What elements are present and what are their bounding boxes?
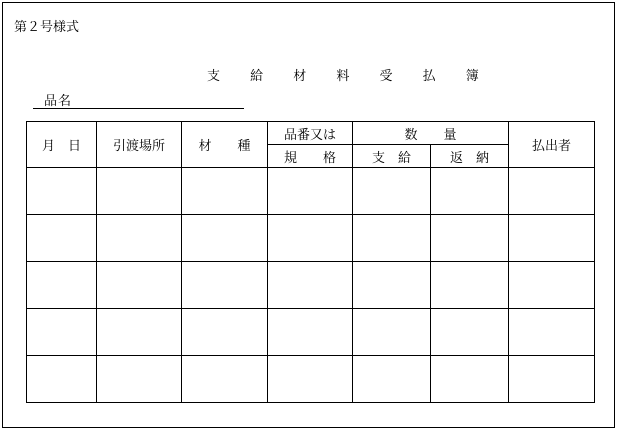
table-cell[interactable] (182, 262, 268, 309)
table-cell[interactable] (431, 168, 509, 215)
item-name-label: 品名 (44, 94, 73, 109)
table-cell[interactable] (431, 215, 509, 262)
header-part-no: 品番又は (268, 122, 353, 145)
table-cell[interactable] (27, 168, 97, 215)
table-cell[interactable] (268, 168, 353, 215)
table-cell[interactable] (431, 309, 509, 356)
header-month-day: 月 日 (27, 122, 97, 168)
table-row (27, 262, 595, 309)
table-cell[interactable] (97, 356, 182, 403)
item-name-field[interactable] (33, 108, 244, 109)
table-row (27, 168, 595, 215)
table-cell[interactable] (509, 356, 595, 403)
table-cell[interactable] (97, 262, 182, 309)
table-cell[interactable] (509, 215, 595, 262)
table-cell[interactable] (509, 309, 595, 356)
table-row (27, 215, 595, 262)
table-cell[interactable] (268, 215, 353, 262)
ledger-body (27, 122, 595, 403)
form-title: 支 給 材 料 受 払 簿 (207, 69, 492, 84)
header-material-type: 材 種 (182, 122, 268, 168)
table-row (27, 309, 595, 356)
table-cell[interactable] (27, 356, 97, 403)
table-cell[interactable] (353, 309, 431, 356)
header-delivery-place: 引渡場所 (97, 122, 182, 168)
table-cell[interactable] (27, 215, 97, 262)
header-returned: 返 納 (431, 145, 509, 168)
table-cell[interactable] (27, 309, 97, 356)
header-quantity: 数 量 (353, 122, 509, 145)
table-cell[interactable] (182, 215, 268, 262)
table-cell[interactable] (509, 168, 595, 215)
table-cell[interactable] (97, 168, 182, 215)
table-cell[interactable] (509, 262, 595, 309)
table-cell[interactable] (431, 262, 509, 309)
table-cell[interactable] (431, 356, 509, 403)
table-cell[interactable] (182, 168, 268, 215)
header-supplied: 支 給 (353, 145, 431, 168)
table-cell[interactable] (97, 309, 182, 356)
table-row (27, 356, 595, 403)
table-cell[interactable] (182, 309, 268, 356)
table-cell[interactable] (268, 262, 353, 309)
table-cell[interactable] (268, 356, 353, 403)
table-cell[interactable] (182, 356, 268, 403)
form-number: 第２号様式 (14, 20, 80, 35)
header-issuer: 払出者 (509, 122, 595, 168)
table-cell[interactable] (353, 356, 431, 403)
table-cell[interactable] (268, 309, 353, 356)
table-cell[interactable] (27, 262, 97, 309)
header-spec: 規 格 (268, 145, 353, 168)
table-cell[interactable] (353, 262, 431, 309)
table-cell[interactable] (353, 168, 431, 215)
table-cell[interactable] (353, 215, 431, 262)
table-cell[interactable] (97, 215, 182, 262)
ledger-table (26, 121, 595, 403)
